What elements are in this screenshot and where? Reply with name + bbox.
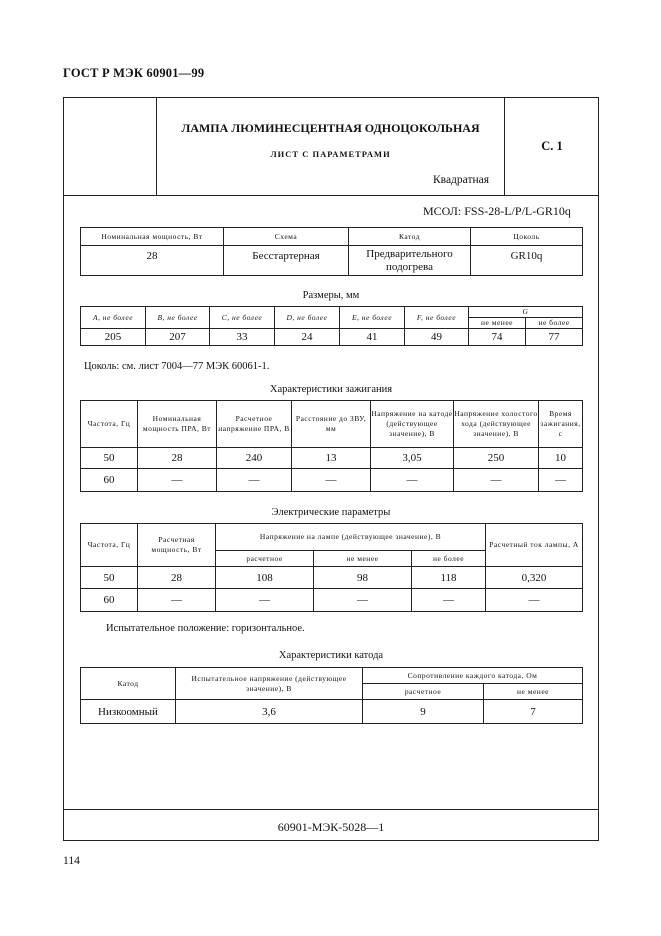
table-row xyxy=(81,469,583,492)
dim-d-value: 24 xyxy=(275,329,340,346)
el-voltage-max-header: не более xyxy=(412,551,486,567)
table-row xyxy=(81,589,583,612)
dim-d-header: D, не более xyxy=(275,307,340,329)
el-cell: 118 xyxy=(412,567,486,589)
ign-cell: 240 xyxy=(217,448,292,469)
el-current-header: Расчетный ток лампы, А xyxy=(486,524,583,567)
dimensions-table xyxy=(80,306,583,346)
dim-c-header: C, не более xyxy=(210,307,275,329)
ign-cell: — xyxy=(292,469,371,492)
ign-ballast-power-header: Номинальная мощность ПРА, Вт xyxy=(138,401,217,448)
lamp-shape: Квадратная xyxy=(433,174,490,186)
base-value: GR10q xyxy=(471,246,583,276)
el-voltage-min-header: не менее xyxy=(314,551,412,567)
ign-cell: 13 xyxy=(292,448,371,469)
footer-divider xyxy=(63,809,599,810)
title-divider-left xyxy=(156,97,157,196)
el-cell: 0,320 xyxy=(486,567,583,589)
ign-cell: 50 xyxy=(81,448,138,469)
electrical-table xyxy=(80,523,583,612)
el-power-header: Расчетная мощность, Вт xyxy=(138,524,216,567)
el-voltage-rated-header: расчетное xyxy=(216,551,314,567)
ign-cell: — xyxy=(539,469,583,492)
dim-g-min-value: 74 xyxy=(469,329,526,346)
dim-a-header: A, не более xyxy=(81,307,146,329)
test-voltage-value: 3,6 xyxy=(176,700,363,724)
dim-g-header: G xyxy=(469,307,583,318)
el-cell: — xyxy=(412,589,486,612)
dim-c-value: 33 xyxy=(210,329,275,346)
resistance-header: Сопротивление каждого катода, Ом xyxy=(363,668,583,684)
resistance-rated-value: 9 xyxy=(363,700,484,724)
cathode-header: Катод xyxy=(81,668,176,700)
el-cell: — xyxy=(138,589,216,612)
resistance-min-header: не менее xyxy=(484,684,583,700)
dim-b-value: 207 xyxy=(146,329,210,346)
dim-b-header: B, не более xyxy=(146,307,210,329)
dim-e-header: E, не более xyxy=(340,307,405,329)
el-cell: 28 xyxy=(138,567,216,589)
standard-header: ГОСТ Р МЭК 60901—99 xyxy=(63,66,205,80)
ign-cell: 60 xyxy=(81,469,138,492)
ign-cell: — xyxy=(371,469,454,492)
page-number: 114 xyxy=(63,855,80,867)
ignition-caption: Характеристики зажигания xyxy=(269,384,393,395)
dim-g-min-header: не менее xyxy=(469,318,526,329)
ign-distance-header: Расстояние до ЗВУ, мм xyxy=(292,401,371,448)
header-circuit: Схема xyxy=(224,228,349,246)
ign-open-voltage-header: Напряжение холостого хода (действующее значение), В xyxy=(454,401,539,448)
ign-cathode-voltage-header: Напряжение на катоде (действующее значение), В xyxy=(371,401,454,448)
base-note: Цоколь: см. лист 7004—77 МЭК 60061-1. xyxy=(84,361,270,372)
ign-frequency-header: Частота, Гц xyxy=(81,401,138,448)
dim-e-value: 41 xyxy=(340,329,405,346)
ignition-table xyxy=(80,400,583,492)
dimensions-caption: Размеры, мм xyxy=(302,290,360,301)
el-cell: — xyxy=(486,589,583,612)
header-cathode: Катод xyxy=(349,228,471,246)
test-voltage-header: Испытательное напряжение (действующее значение), В xyxy=(176,668,363,700)
cathode-caption: Характеристики катода xyxy=(278,650,384,661)
ign-cell: 28 xyxy=(138,448,217,469)
ign-cell: — xyxy=(217,469,292,492)
ign-cell: — xyxy=(454,469,539,492)
ign-time-header: Время зажигания, с xyxy=(539,401,583,448)
table-row xyxy=(81,700,583,724)
ign-ballast-voltage-header: Расчетное напряжение ПРА, В xyxy=(217,401,292,448)
dim-g-max-header: не более xyxy=(526,318,583,329)
dim-f-value: 49 xyxy=(405,329,469,346)
electrical-caption: Электрические параметры xyxy=(271,507,391,518)
el-cell: 98 xyxy=(314,567,412,589)
el-frequency-header: Частота, Гц xyxy=(81,524,138,567)
dim-g-max-value: 77 xyxy=(526,329,583,346)
sheet-footer: 60901-МЭК-5028—1 xyxy=(277,820,385,834)
dim-f-header: F, не более xyxy=(405,307,469,329)
el-cell: — xyxy=(216,589,314,612)
el-voltage-header: Напряжение на лампе (действующее значение), В xyxy=(216,524,486,551)
header-base: Цоколь xyxy=(471,228,583,246)
sheet-title: ЛАМПА ЛЮМИНЕСЦЕНТНАЯ ОДНОЦОКОЛЬНАЯ xyxy=(181,121,480,135)
el-cell: 108 xyxy=(216,567,314,589)
el-cell: 50 xyxy=(81,567,138,589)
lamp-designation: МСОЛ: FSS-28-L/P/L-GR10q xyxy=(423,204,571,218)
circuit-value: Бесстартерная xyxy=(224,246,349,276)
ign-cell: 10 xyxy=(539,448,583,469)
sheet-subtitle: ЛИСТ С ПАРАМЕТРАМИ xyxy=(270,149,391,159)
resistance-rated-header: расчетное xyxy=(363,684,484,700)
table-row xyxy=(81,567,583,589)
resistance-min-value: 7 xyxy=(484,700,583,724)
el-cell: — xyxy=(314,589,412,612)
cathode-value: Предварительного подогрева xyxy=(349,246,471,276)
power-value: 28 xyxy=(81,246,224,276)
table-row xyxy=(81,448,583,469)
ign-cell: — xyxy=(138,469,217,492)
header-power: Номинальная мощность, Вт xyxy=(81,228,224,246)
cathode-table xyxy=(80,667,583,724)
ign-cell: 3,05 xyxy=(371,448,454,469)
ign-cell: 250 xyxy=(454,448,539,469)
el-cell: 60 xyxy=(81,589,138,612)
dim-a-value: 205 xyxy=(81,329,146,346)
test-position-note: Испытательное положение: горизонтальное. xyxy=(106,623,305,634)
sheet-code: С. 1 xyxy=(541,139,563,153)
cathode-type-value: Низкоомный xyxy=(81,700,176,724)
main-table xyxy=(80,227,583,276)
